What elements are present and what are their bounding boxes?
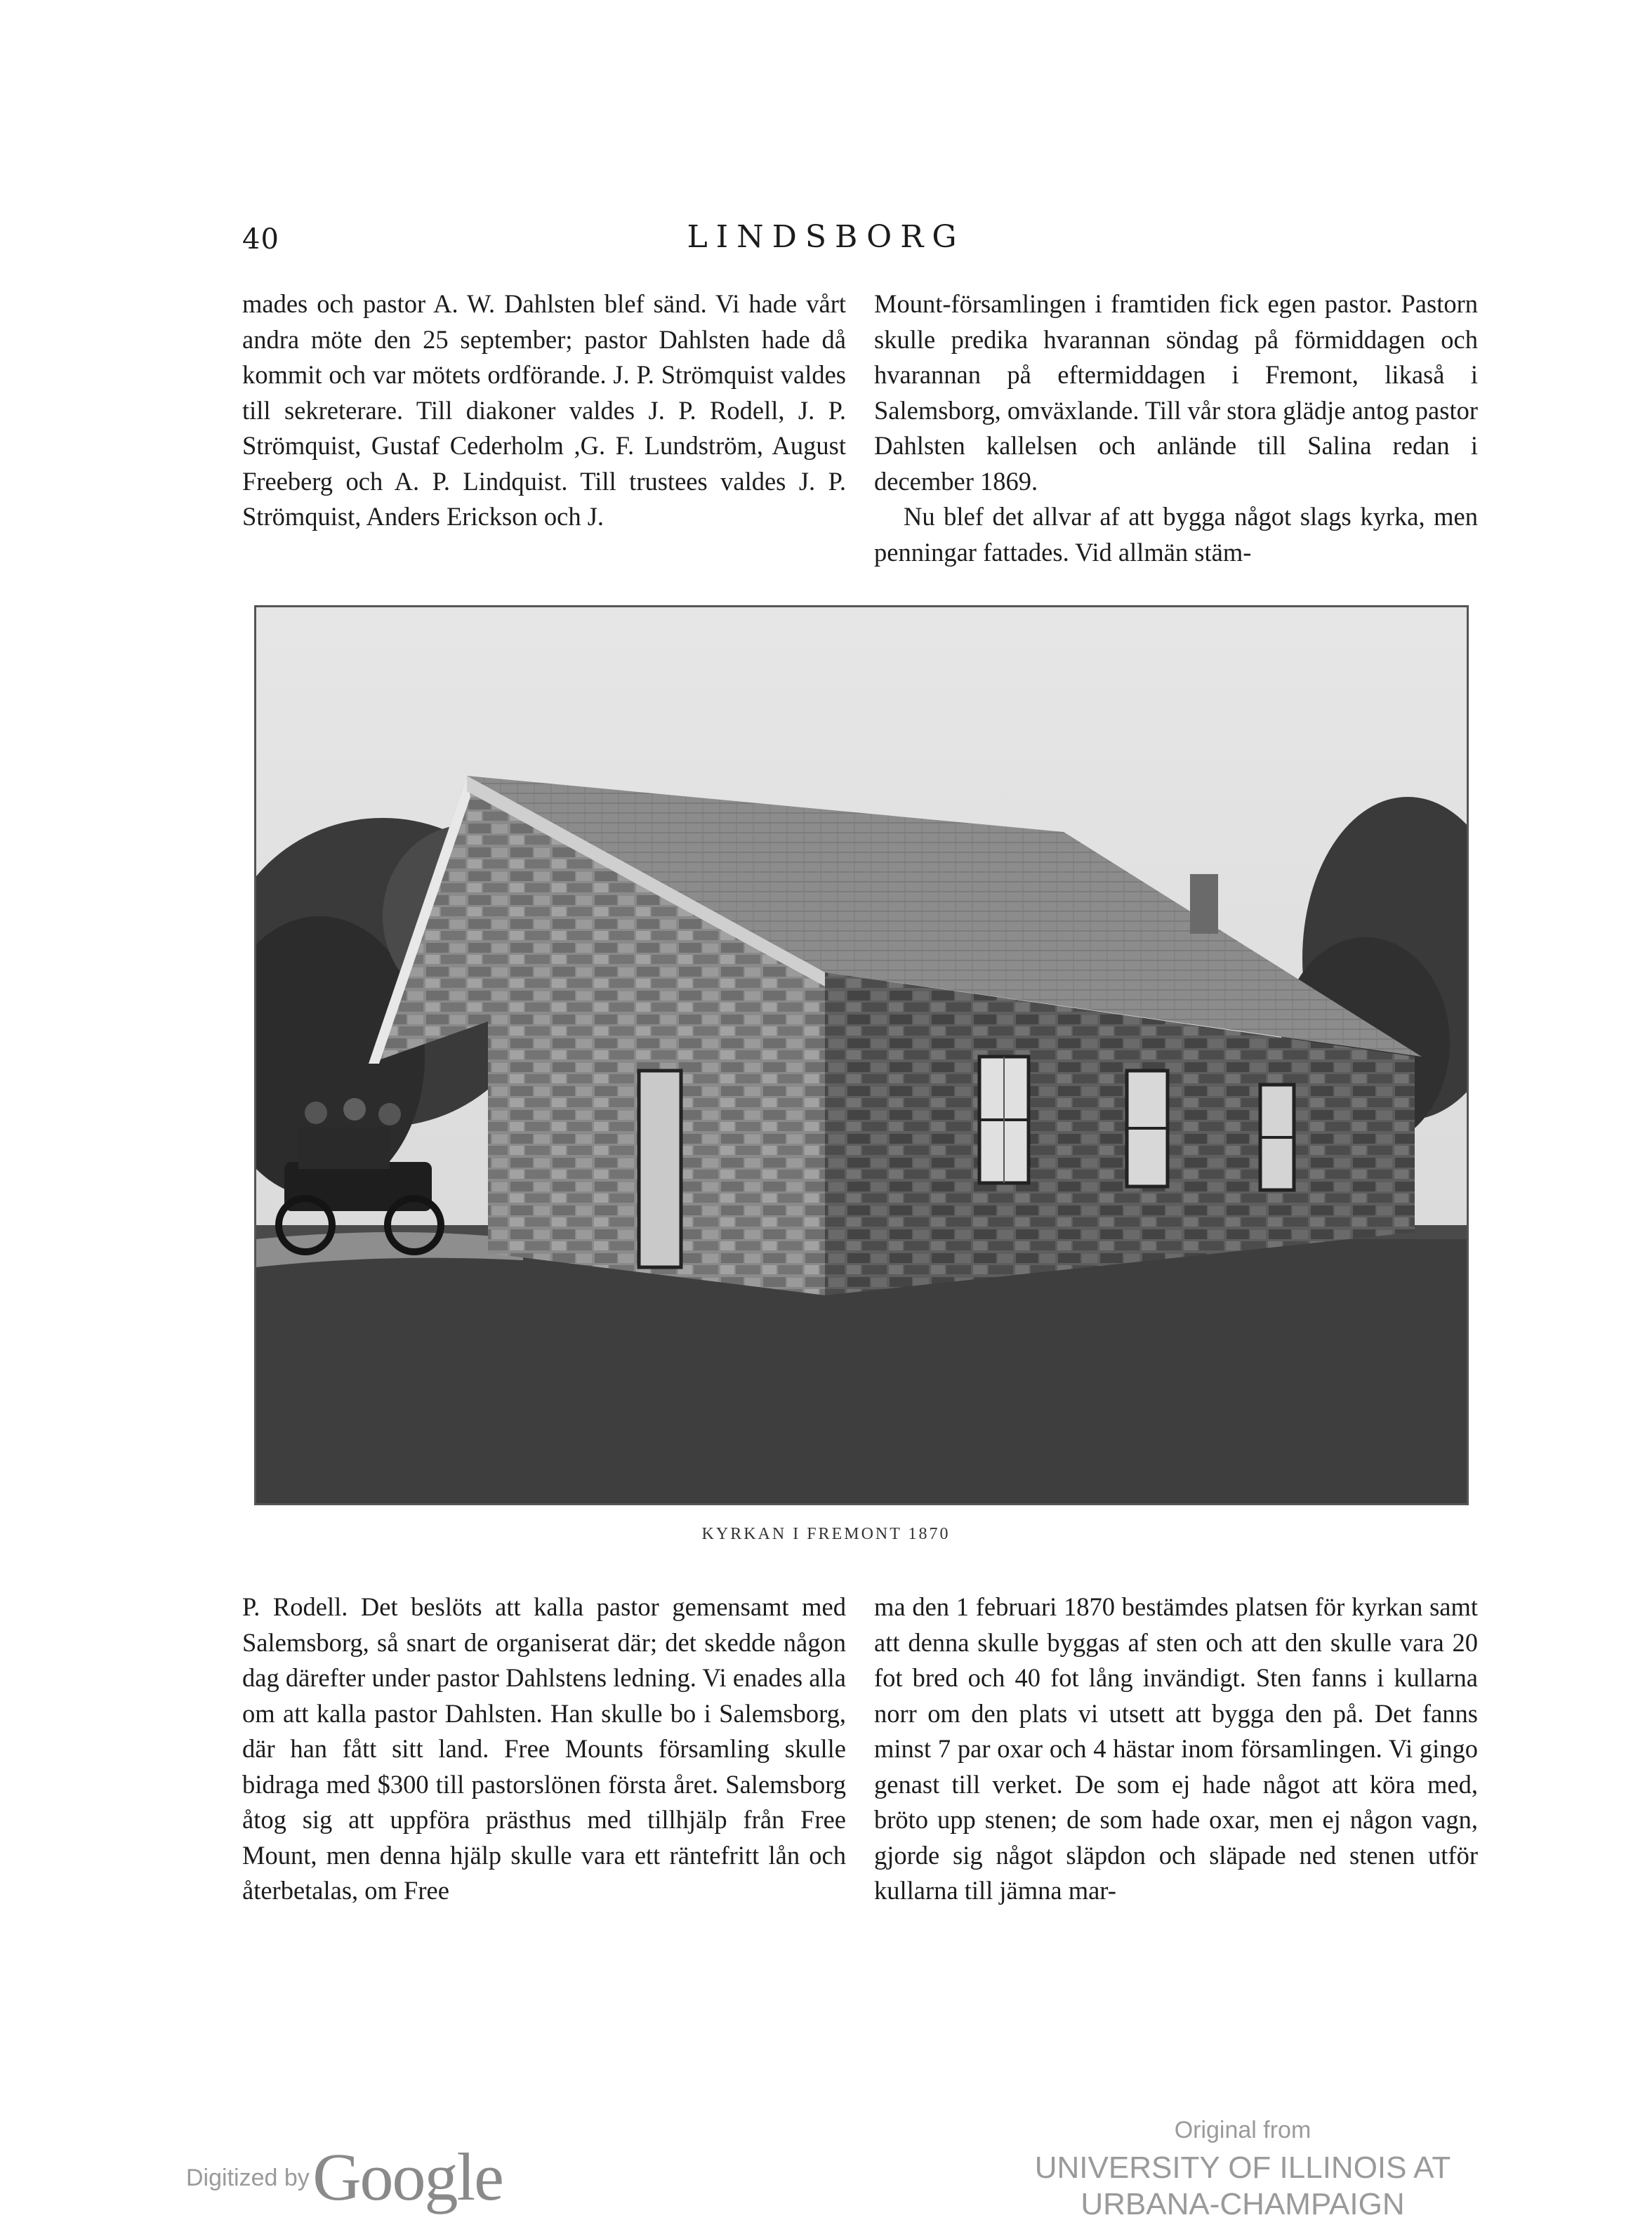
paragraph: P. Rodell. Det beslöts att kalla pastor gemensamt med Salemsborg, så snart de organiserat där; det skedde någon dag därefter under pastor Dahlstens ledning. Vi enades alla om att kalla pastor Dahlsten. Han skulle bo i Salemsborg, där han fått sitt land. Free Mounts församling skulle bidraga med $300 till pastorslönen första året. Salemsborg åtog sig att uppföra prästhus med tillhjälp från Free Mount, men denna hjälp skulle vara ett räntefritt lån och återbetalas, om Free bbox=[242, 1592, 846, 1905]
figure-caption: KYRKAN I FREMONT 1870 bbox=[701, 1525, 951, 1543]
paragraph: Nu blef det allvar af att bygga något slags kyrka, men penningar fattades. Vid allmän stäm- bbox=[874, 502, 1478, 567]
text-column-bottom-right bbox=[874, 1590, 1478, 1909]
page-number: 40 bbox=[242, 223, 279, 256]
original-from-label: Original from bbox=[1174, 2117, 1311, 2143]
google-logo: Google bbox=[312, 2139, 503, 2214]
running-title: LINDSBORG bbox=[687, 219, 965, 255]
text-column-bottom-left bbox=[242, 1590, 846, 1909]
church-window bbox=[979, 1057, 1029, 1183]
original-from-notice bbox=[1034, 2117, 1643, 2223]
text-column-top-left bbox=[242, 286, 846, 535]
paragraph: ma den 1 februari 1870 bestämdes platsen för kyrkan samt att denna skulle byggas af sten och att den skulle vara 20 fot bred och 40 fot lång invändigt. Sten fanns i kullarna norr om den plats vi utsett att bygga den på. Det fanns minst 7 par oxar och 4 hästar inom församlingen. Vi gingo genast till verket. De som ej hade något att köra med, bröto upp stenen; de som hade oxar, men ej någon vagn, gjorde sig något släpdon och släpade ned stenen utför kullarna till jämna mar- bbox=[874, 1592, 1478, 1905]
digitized-by-google bbox=[186, 2138, 503, 2216]
church-photograph bbox=[254, 605, 1469, 1505]
stone-church-illustration bbox=[256, 607, 1467, 1503]
text-column-top-right bbox=[874, 286, 1478, 570]
university-name-line2: URBANA-CHAMPAIGN bbox=[1081, 2187, 1405, 2221]
university-name-line1: UNIVERSITY OF ILLINOIS AT bbox=[1034, 2150, 1451, 2185]
paragraph: Mount-församlingen i framtiden fick egen pastor. Pastorn skulle predika hvarannan söndag på förmiddagen och hvarannan på eftermiddagen i Fremont, likaså i Salemsborg, omväxlande. Till vår stora glädje antog pastor Dahlsten kallelsen och anlände till Salina redan i december 1869. bbox=[874, 289, 1478, 496]
church-window bbox=[1260, 1085, 1294, 1190]
church-window bbox=[1127, 1071, 1168, 1187]
digitized-by-label: Digitized by bbox=[186, 2165, 310, 2191]
paragraph: mades och pastor A. W. Dahlsten blef sänd. Vi hade vårt andra möte den 25 september; pastor Dahlsten hade då kommit och var mötets ordförande. J. P. Strömquist valdes till sekreterare. Till diakoner valdes J. P. Rodell, J. P. Strömquist, Gustaf Cederholm ,G. F. Lundström, August Freeberg och A. P. Lindquist. Till trustees valdes J. P. Strömquist, Anders Erickson och J. bbox=[242, 289, 846, 531]
